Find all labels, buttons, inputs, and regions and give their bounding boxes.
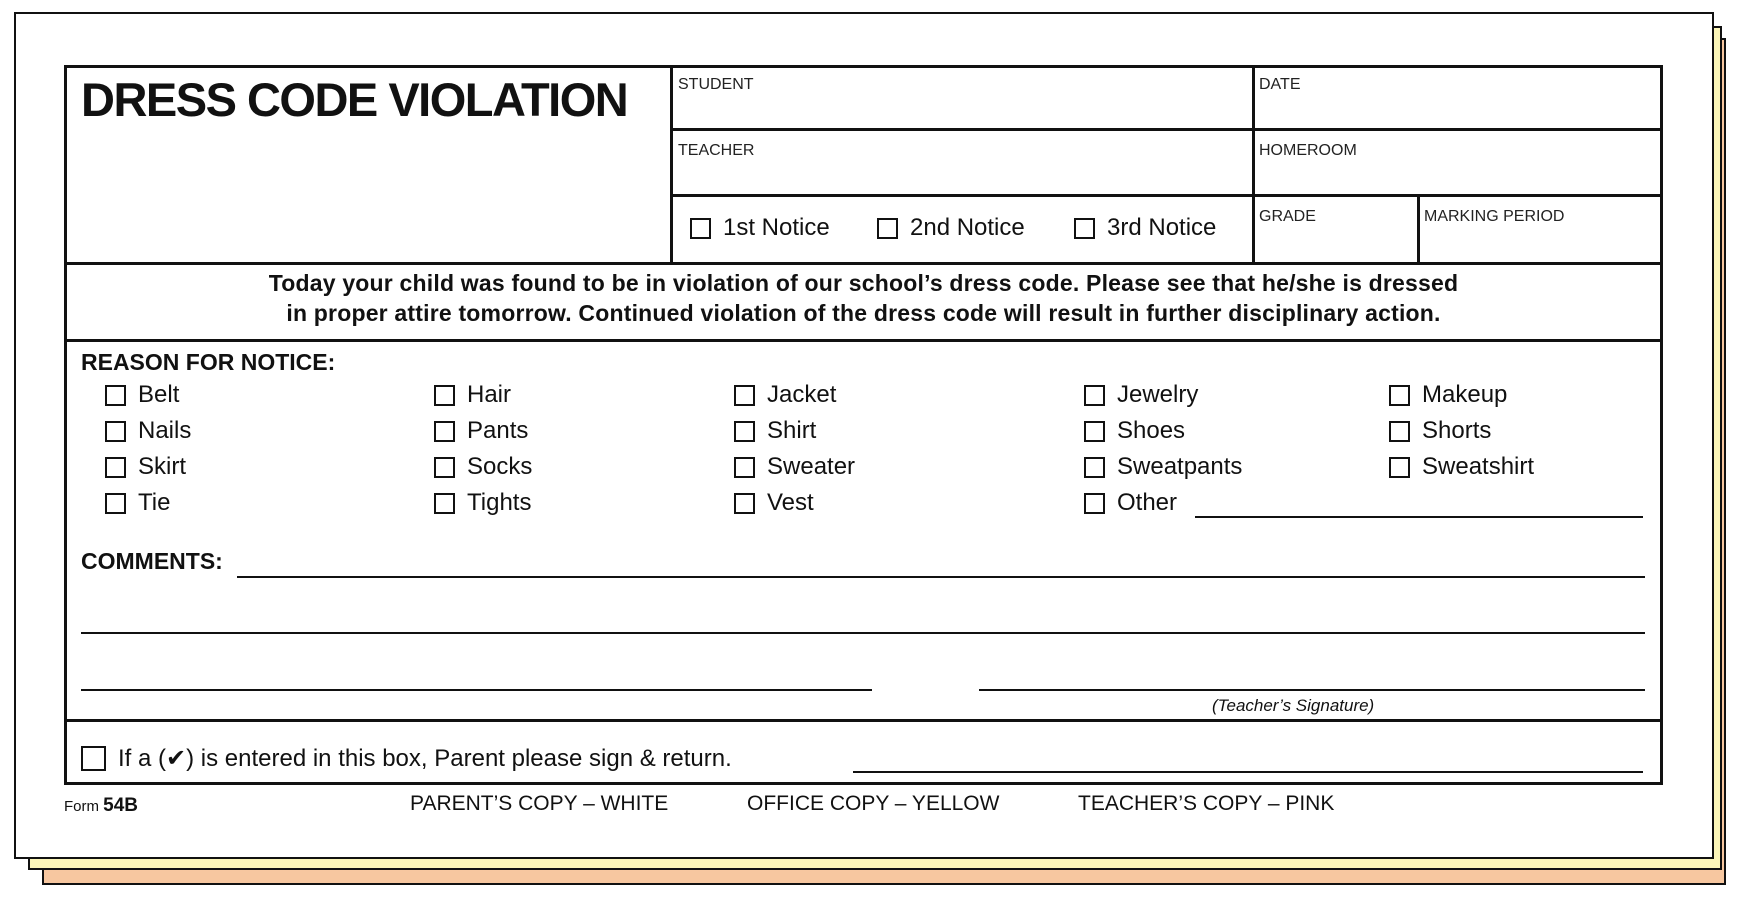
copy-teacher: TEACHER’S COPY – PINK — [1078, 792, 1335, 815]
reason-shoes[interactable] — [1084, 417, 1185, 445]
reason-title: REASON FOR NOTICE: — [81, 349, 336, 375]
reason-label: Shorts — [1422, 417, 1492, 444]
divider — [1252, 68, 1255, 265]
reason-label: Skirt — [138, 453, 186, 480]
reason-vest[interactable] — [734, 489, 814, 517]
form-code: 54B — [103, 795, 139, 816]
parent-checkbox[interactable] — [81, 746, 106, 771]
reason-nails[interactable] — [105, 417, 191, 445]
reason-label: Sweatshirt — [1422, 453, 1535, 480]
reason-other[interactable] — [1084, 489, 1177, 517]
reason-skirt[interactable] — [105, 453, 186, 481]
other-reason-line[interactable] — [1195, 516, 1643, 518]
student-label: STUDENT — [678, 76, 754, 93]
signature-caption: (Teacher’s Signature) — [1212, 696, 1375, 715]
reason-label: Sweater — [767, 453, 856, 480]
reason-tie[interactable] — [105, 489, 170, 517]
notice-option-3[interactable] — [1074, 214, 1216, 242]
reason-label: Makeup — [1422, 381, 1508, 408]
checkbox[interactable] — [1084, 421, 1105, 442]
notice-label: 2nd Notice — [910, 214, 1025, 241]
comment-line-2[interactable] — [81, 632, 1645, 634]
notice-option-2[interactable] — [877, 214, 1025, 242]
checkbox[interactable] — [105, 385, 126, 406]
checkbox[interactable] — [877, 218, 898, 239]
checkbox[interactable] — [734, 493, 755, 514]
reason-hair[interactable] — [434, 381, 511, 409]
divider — [671, 194, 1663, 197]
dress-code-form — [64, 65, 1663, 785]
reason-makeup[interactable] — [1389, 381, 1507, 409]
checkbox[interactable] — [434, 457, 455, 478]
marking-period-label: MARKING PERIOD — [1424, 208, 1565, 225]
checkbox[interactable] — [1389, 457, 1410, 478]
reason-sweatpants[interactable] — [1084, 453, 1242, 481]
reason-label: Nails — [138, 417, 192, 444]
checkbox[interactable] — [1074, 218, 1095, 239]
date-label: DATE — [1259, 76, 1301, 93]
reason-label: Socks — [467, 453, 533, 480]
grade-label: GRADE — [1259, 208, 1316, 225]
reason-label: Hair — [467, 381, 512, 408]
divider — [67, 262, 1660, 265]
checkbox[interactable] — [690, 218, 711, 239]
homeroom-label: HOMEROOM — [1259, 142, 1357, 159]
statement-line-2: in proper attire tomorrow. Continued violation of the dress code will result in further disciplinary action. — [286, 300, 1441, 326]
checkbox[interactable] — [1389, 421, 1410, 442]
reason-label: Jewelry — [1117, 381, 1199, 408]
comment-line-1[interactable] — [237, 576, 1645, 578]
comments-label: COMMENTS: — [81, 548, 223, 574]
statement-line-1: Today your child was found to be in violation of our school’s dress code. Please see that he/she is dressed — [268, 270, 1459, 296]
divider — [67, 719, 1660, 722]
reason-label: Sweatpants — [1117, 453, 1243, 480]
notice-label: 1st Notice — [723, 214, 830, 241]
reason-jacket[interactable] — [734, 381, 836, 409]
reason-label: Jacket — [767, 381, 837, 408]
parent-signature-line[interactable] — [853, 771, 1643, 773]
checkbox[interactable] — [734, 457, 755, 478]
reason-sweatshirt[interactable] — [1389, 453, 1534, 481]
checkbox[interactable] — [105, 421, 126, 442]
reason-label: Vest — [767, 489, 814, 516]
divider — [1417, 194, 1420, 265]
checkbox[interactable] — [734, 385, 755, 406]
parent-sign-row[interactable] — [81, 744, 732, 773]
reason-pants[interactable] — [434, 417, 528, 445]
form-number — [64, 795, 138, 817]
checkbox[interactable] — [1084, 493, 1105, 514]
checkbox[interactable] — [1084, 385, 1105, 406]
comment-line-3[interactable] — [81, 689, 872, 691]
reason-tights[interactable] — [434, 489, 531, 517]
reason-label: Tights — [467, 489, 532, 516]
reason-label: Shoes — [1117, 417, 1186, 444]
reason-label: Tie — [138, 489, 171, 516]
reason-label: Other — [1117, 489, 1178, 516]
reason-jewelry[interactable] — [1084, 381, 1198, 409]
checkbox[interactable] — [434, 385, 455, 406]
notice-option-1[interactable] — [690, 214, 830, 242]
copy-parent: PARENT’S COPY – WHITE — [410, 792, 669, 815]
checkbox[interactable] — [734, 421, 755, 442]
teacher-label: TEACHER — [678, 142, 755, 159]
reason-label: Shirt — [767, 417, 817, 444]
checkbox[interactable] — [1389, 385, 1410, 406]
checkbox[interactable] — [434, 421, 455, 442]
reason-sweater[interactable] — [734, 453, 855, 481]
copy-office: OFFICE COPY – YELLOW — [747, 792, 1000, 815]
form-prefix: Form — [64, 798, 99, 815]
reason-shirt[interactable] — [734, 417, 816, 445]
divider — [670, 68, 673, 265]
teacher-signature-line[interactable] — [979, 689, 1645, 691]
form-title: DRESS CODE VIOLATION — [81, 73, 628, 126]
reason-belt[interactable] — [105, 381, 179, 409]
checkbox[interactable] — [434, 493, 455, 514]
parent-instruction: If a (✔) is entered in this box, Parent please sign & return. — [118, 745, 732, 772]
checkbox[interactable] — [105, 457, 126, 478]
reason-label: Pants — [467, 417, 529, 444]
reason-socks[interactable] — [434, 453, 532, 481]
checkbox[interactable] — [1084, 457, 1105, 478]
reason-shorts[interactable] — [1389, 417, 1491, 445]
divider — [67, 339, 1660, 342]
notice-label: 3rd Notice — [1107, 214, 1217, 241]
checkbox[interactable] — [105, 493, 126, 514]
divider — [671, 128, 1663, 131]
violation-statement — [67, 268, 1660, 328]
reason-label: Belt — [138, 381, 180, 408]
